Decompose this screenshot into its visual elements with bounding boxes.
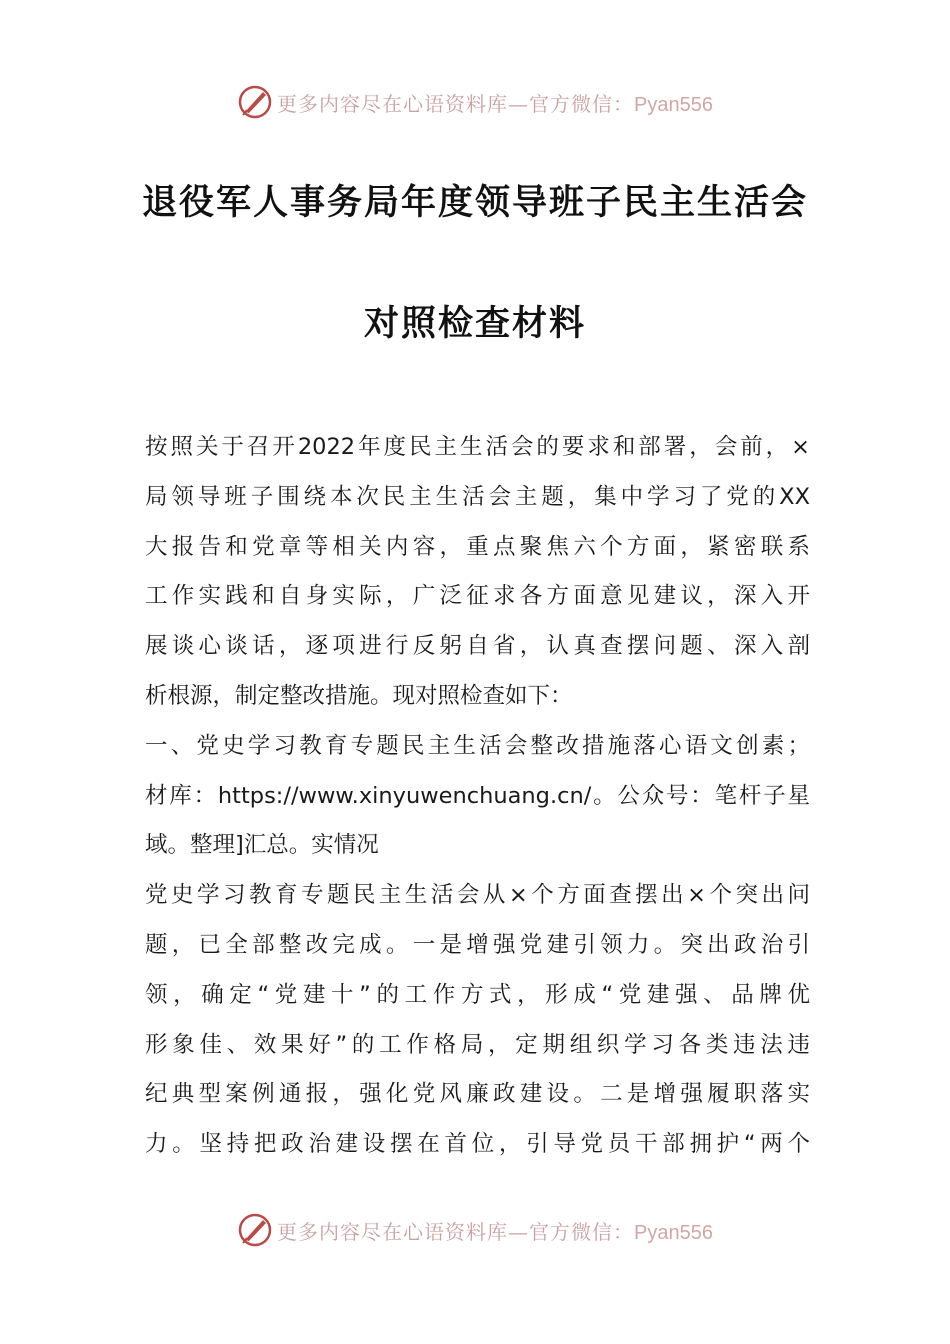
- body-line: 局领导班子围绕本次民主生活会主题，集中学习了党的XX: [145, 483, 810, 510]
- body-line: 析根源，制定整改措施。现对照检查如下：: [145, 682, 573, 709]
- quill-logo-icon: [237, 84, 273, 120]
- body-line: 大报告和党章等相关内容，重点聚焦六个方面，紧密联系: [145, 533, 810, 560]
- body-line: 领，确定“党建十”的工作方式，形成“党建强、品牌优: [145, 981, 810, 1008]
- document-title-line-1: 退役军人事务局年度领导班子民主生活会: [141, 182, 808, 223]
- watermark-wechat-id: Pyan556: [634, 93, 713, 116]
- body-line: 展谈心谈话，逐项进行反躬自省，认真查摆问题、深入剖: [145, 633, 810, 660]
- body-line: 一、党史学习教育专题民主生活会整改措施落心语文创素；: [145, 732, 810, 759]
- body-line: 工作实践和自身实际，广泛征求各方面意见建议，深入开: [145, 583, 810, 610]
- body-line: 力。坚持把政治建设摆在首位，引导党员干部拥护“两个: [145, 1131, 810, 1158]
- watermark-footer: [0, 1208, 950, 1252]
- body-line: 形象佳、效果好”的工作格局，定期组织学习各类违法违: [145, 1031, 810, 1058]
- body-line: 纪典型案例通报，强化党风廉政建设。二是增强履职落实: [145, 1081, 810, 1108]
- watermark-header: [0, 80, 950, 124]
- quill-logo-icon: [237, 1212, 273, 1248]
- document-title-line-2: 对照检查材料: [363, 303, 586, 344]
- body-line: 材库：https://www.xinyuwenchuang.cn/。公众号：笔杆子星: [145, 782, 810, 809]
- body-line: 党史学习教育专题民主生活会从×个方面查摆出×个突出问: [145, 882, 810, 909]
- watermark-wechat-id: Pyan556: [634, 1221, 713, 1244]
- document-body: [145, 423, 810, 1170]
- body-line: 域。整理]汇总。实情况: [145, 832, 379, 859]
- watermark-text: 更多内容尽在心语资料库—官方微信：Pyan556: [277, 1219, 713, 1244]
- body-line: 按照关于召开2022年度民主生活会的要求和部署，会前，×: [145, 434, 810, 460]
- body-line: 题，已全部整改完成。一是增强党建引领力。突出政治引: [145, 931, 810, 958]
- watermark-text: 更多内容尽在心语资料库—官方微信：Pyan556: [277, 91, 713, 116]
